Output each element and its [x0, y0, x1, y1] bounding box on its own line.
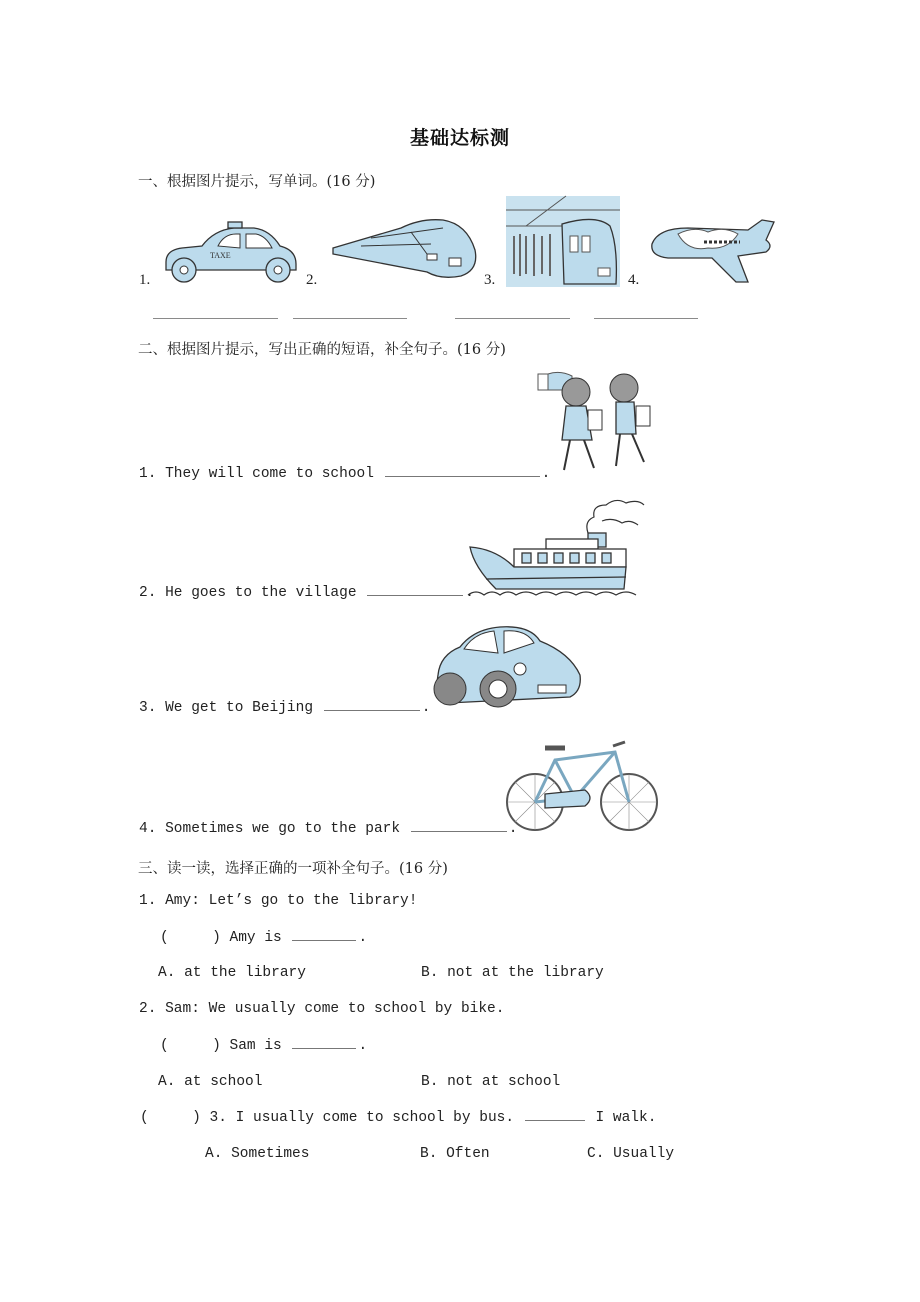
answer-blank[interactable] [525, 1119, 585, 1121]
option-b[interactable]: B. Often [420, 1146, 490, 1162]
train-icon [331, 214, 479, 282]
subway-icon [506, 196, 620, 287]
question-1-prompt: 1. Amy: Let’s go to the library! [139, 893, 418, 909]
question-1-stem: ( ) Amy is . [160, 930, 368, 946]
section-1-heading: 一、根据图片提示，写单词。(16 分) [138, 174, 376, 190]
item-number: 4. [628, 272, 640, 288]
taxi-icon [162, 222, 300, 284]
bike-icon [505, 740, 659, 834]
option-a[interactable]: A. Sometimes [205, 1146, 310, 1162]
item-number: 3. [484, 272, 496, 288]
sentence-2-4: 4. Sometimes we go to the park . [139, 821, 518, 837]
section-3-heading: 三、读一读，选择正确的一项补全句子。(16 分) [138, 861, 448, 877]
item-number: 1. [139, 272, 151, 288]
section-2-heading: 二、根据图片提示，写出正确的短语，补全句子。(16 分) [138, 342, 506, 358]
plane-icon [648, 220, 776, 284]
answer-line-2[interactable] [293, 318, 407, 319]
walking-children-icon [536, 370, 656, 476]
answer-blank[interactable] [411, 830, 507, 832]
ship-icon [466, 497, 646, 598]
option-a[interactable]: A. at the library [158, 965, 306, 981]
sentence-2-2: 2. He goes to the village . [139, 585, 474, 601]
answer-blank[interactable] [292, 939, 356, 941]
option-b[interactable]: B. not at the library [421, 965, 604, 981]
car-icon [430, 625, 584, 713]
sentence-2-1: 1. They will come to school . [139, 466, 551, 482]
svg-text:TAXE: TAXE [210, 251, 231, 260]
answer-blank[interactable] [367, 594, 463, 596]
sentence-2-3: 3. We get to Beijing . [139, 700, 431, 716]
option-b[interactable]: B. not at school [421, 1074, 561, 1090]
question-2-stem: ( ) Sam is . [160, 1038, 368, 1054]
answer-line-3[interactable] [455, 318, 570, 319]
question-3-stem: ( ) 3. I usually come to school by bus. I walk. [140, 1110, 657, 1126]
option-c[interactable]: C. Usually [587, 1146, 675, 1162]
answer-blank[interactable] [324, 709, 420, 711]
answer-line-4[interactable] [594, 318, 698, 319]
answer-line-1[interactable] [153, 318, 278, 319]
answer-blank[interactable] [385, 475, 540, 477]
answer-blank[interactable] [292, 1047, 356, 1049]
option-a[interactable]: A. at school [158, 1074, 263, 1090]
question-2-prompt: 2. Sam: We usually come to school by bike. [139, 1001, 505, 1017]
page-title: 基础达标测 [409, 127, 510, 149]
item-number: 2. [306, 272, 318, 288]
